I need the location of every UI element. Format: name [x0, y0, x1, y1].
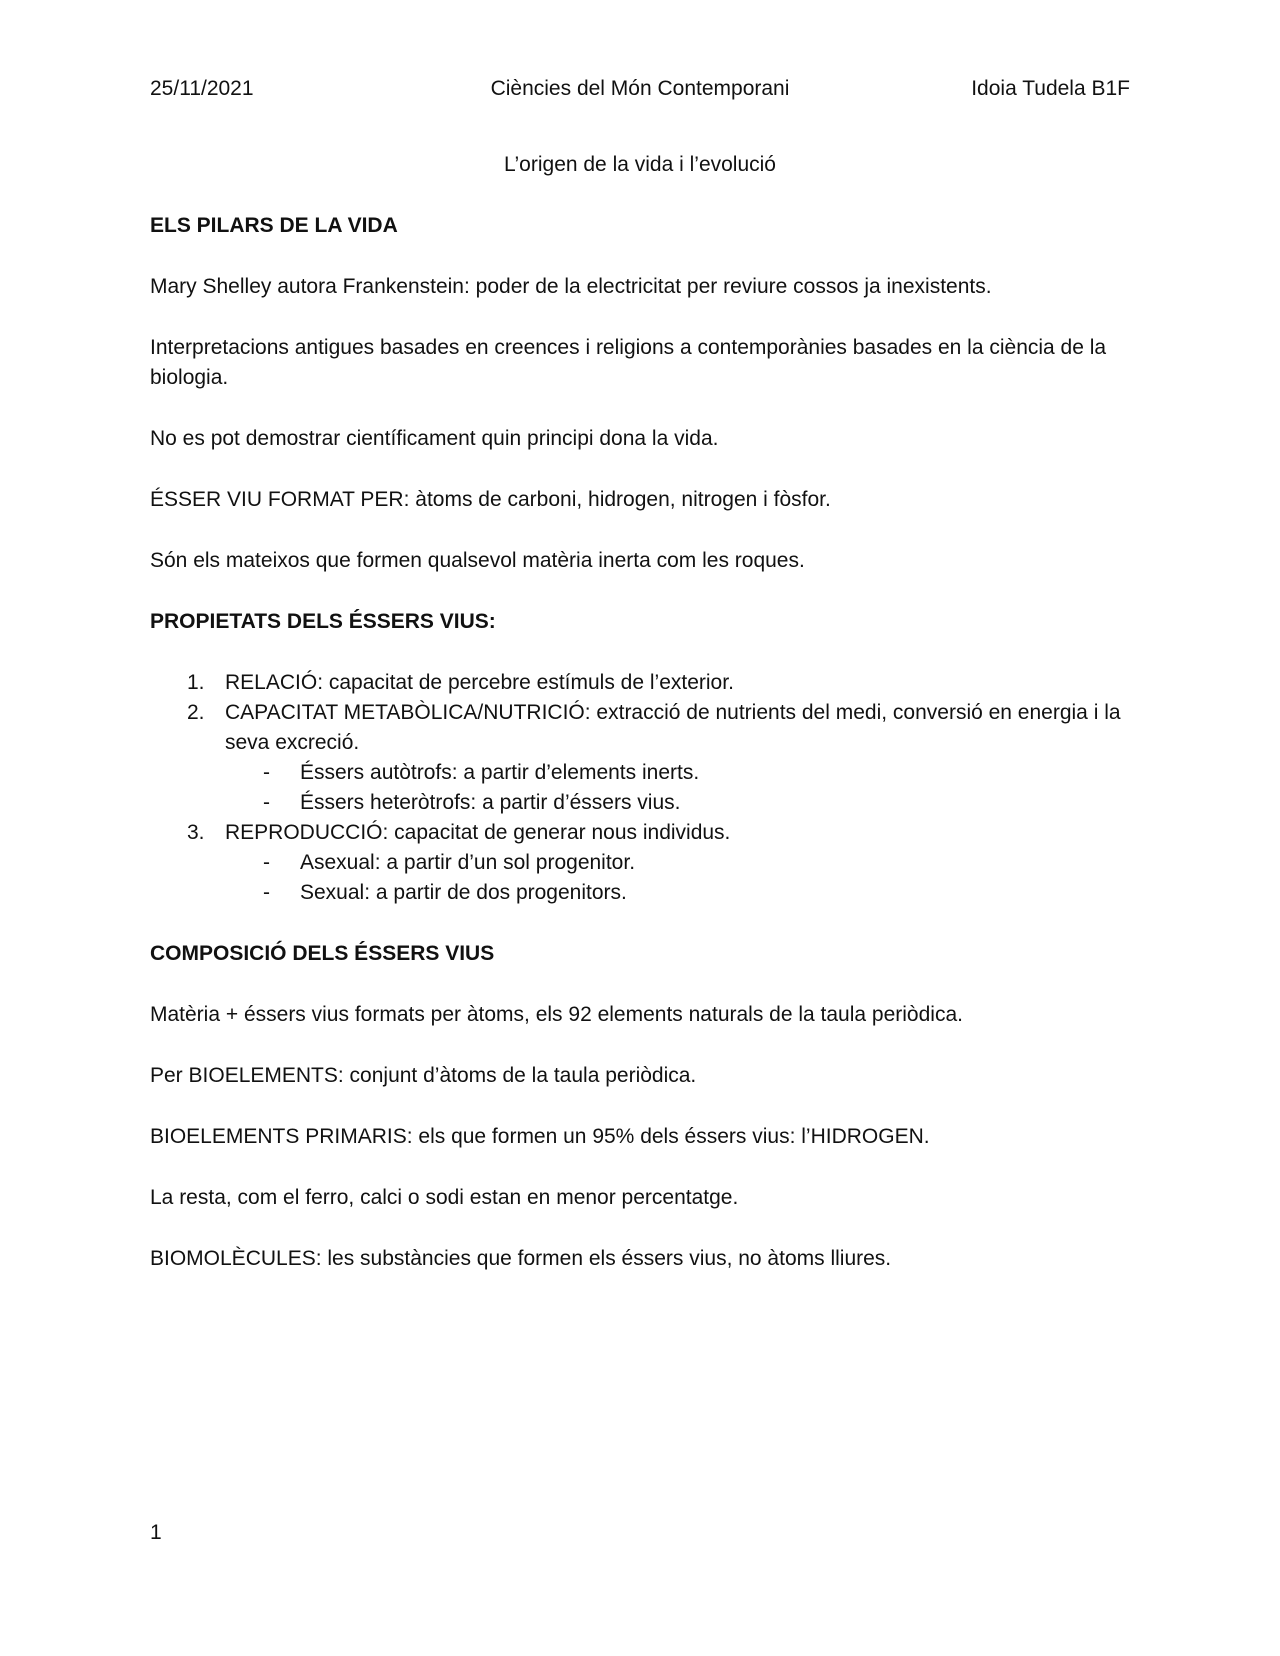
- list-number: 3.: [187, 821, 205, 844]
- paragraph: Interpretacions antigues basades en creences i religions a contemporànies basades en la ciència de la biologia.: [150, 336, 1107, 389]
- sub-list-item-text: Éssers autòtrofs: a partir d’elements inerts.: [300, 761, 700, 784]
- dash-bullet: -: [263, 881, 270, 904]
- page-header: [150, 74, 1130, 104]
- sub-list-item: [225, 758, 1130, 788]
- list-item-text: RELACIÓ: capacitat de percebre estímuls de l’exterior.: [225, 671, 734, 694]
- page-number: 1: [150, 1521, 162, 1544]
- header-date: 25/11/2021: [150, 77, 254, 100]
- header-course: Ciències del Món Contemporani: [490, 77, 790, 100]
- properties-list: [150, 668, 1130, 908]
- list-number: 1.: [187, 671, 205, 694]
- document-page: [150, 0, 1130, 1656]
- dash-bullet: -: [263, 791, 270, 814]
- sub-list: [225, 848, 1130, 908]
- list-item-text: REPRODUCCIÓ: capacitat de generar nous individus.: [225, 821, 731, 844]
- paragraph: BIOMOLÈCULES: les substàncies que formen els éssers vius, no àtoms lliures.: [150, 1247, 892, 1270]
- sub-list-item: [225, 848, 1130, 878]
- section-heading-pilars: ELS PILARS DE LA VIDA: [150, 214, 398, 237]
- paragraph: No es pot demostrar científicament quin principi dona la vida.: [150, 427, 719, 450]
- section-heading-propietats: PROPIETATS DELS ÉSSERS VIUS:: [150, 610, 496, 633]
- list-item-text: CAPACITAT METABÒLICA/NUTRICIÓ: extracció de nutrients del medi, conversió en energia i la seva excreció.: [225, 701, 1121, 754]
- sub-list-item: [225, 788, 1130, 818]
- paragraph: La resta, com el ferro, calci o sodi estan en menor percentatge.: [150, 1186, 739, 1209]
- paragraph: BIOELEMENTS PRIMARIS: els que formen un 95% dels éssers vius: l’HIDROGEN.: [150, 1125, 930, 1148]
- section-heading-composicio: COMPOSICIÓ DELS ÉSSERS VIUS: [150, 942, 495, 965]
- header-author: Idoia Tudela B1F: [971, 77, 1130, 100]
- list-item: [150, 818, 1130, 908]
- dash-bullet: -: [263, 761, 270, 784]
- sub-list-item: [225, 878, 1130, 908]
- paragraph: ÉSSER VIU FORMAT PER: àtoms de carboni, hidrogen, nitrogen i fòsfor.: [150, 488, 831, 511]
- paragraph: Són els mateixos que formen qualsevol matèria inerta com les roques.: [150, 549, 805, 572]
- document-body: [150, 211, 1130, 1305]
- paragraph: Matèria + éssers vius formats per àtoms, els 92 elements naturals de la taula periòdica.: [150, 1003, 963, 1026]
- list-item: [150, 668, 1130, 698]
- sub-list-item-text: Éssers heteròtrofs: a partir d’éssers vius.: [300, 791, 681, 814]
- list-item: [150, 698, 1130, 818]
- sub-list-item-text: Asexual: a partir d’un sol progenitor.: [300, 851, 636, 874]
- dash-bullet: -: [263, 851, 270, 874]
- paragraph: Per BIOELEMENTS: conjunt d’àtoms de la taula periòdica.: [150, 1064, 697, 1087]
- paragraph: Mary Shelley autora Frankenstein: poder de la electricitat per reviure cossos ja inexistents.: [150, 275, 992, 298]
- sub-list-item-text: Sexual: a partir de dos progenitors.: [300, 881, 627, 904]
- sub-list: [225, 758, 1130, 818]
- list-number: 2.: [187, 701, 205, 724]
- document-title: L’origen de la vida i l’evolució: [503, 153, 776, 176]
